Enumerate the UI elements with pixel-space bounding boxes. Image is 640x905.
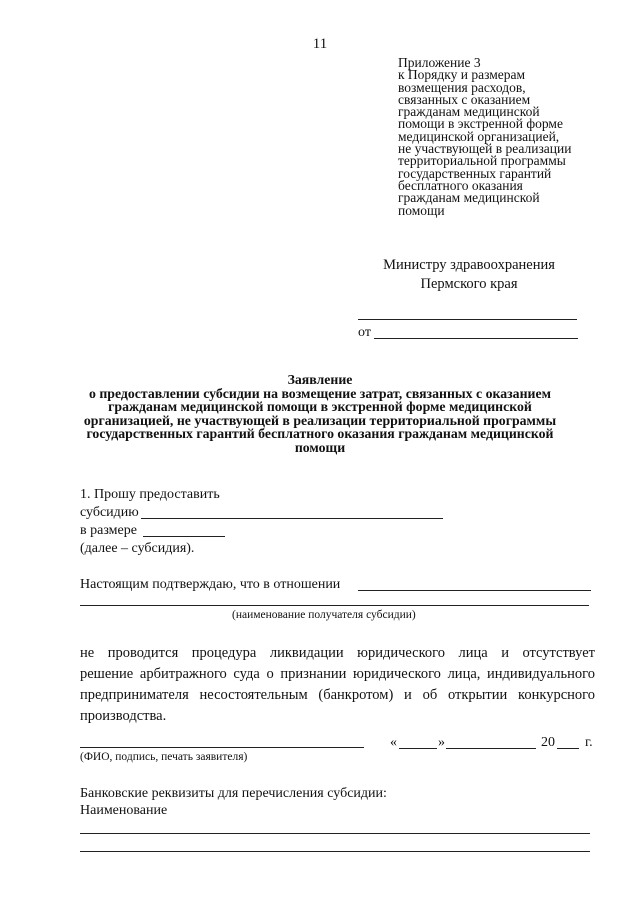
- paragraph-line: производства.: [80, 708, 167, 724]
- sender-line: [374, 338, 578, 339]
- appendix-line: к Порядку и размерам: [398, 67, 526, 83]
- document-title: [60, 373, 580, 454]
- from-label: от: [358, 325, 371, 340]
- appendix-line: Приложение 3: [398, 55, 481, 70]
- appendix-line: не участвующей в реализации: [398, 141, 572, 157]
- appendix-line: связанных с оказанием: [398, 91, 531, 107]
- title-line: государственных гарантий бесплатного оказания гражданам медицинской: [86, 426, 554, 441]
- appendix-line: медицинской организацией,: [398, 128, 560, 144]
- title-heading: Заявление: [287, 372, 353, 387]
- month-line: [446, 748, 536, 749]
- page-number: 11: [312, 36, 328, 52]
- bank-name-label: Наименование: [80, 803, 168, 818]
- addressee-title: Министру здравоохранения: [383, 257, 555, 273]
- signature-line: [80, 747, 364, 748]
- date-open-quote: «: [390, 735, 397, 750]
- appendix-line: территориальной программы: [398, 153, 566, 169]
- request-line: 1. Прошу предоставить: [80, 487, 220, 502]
- addressee-block: [340, 256, 598, 294]
- recipient-line-full: [80, 605, 589, 606]
- confirmation-paragraph: [80, 643, 595, 727]
- appendix-line: гражданам медицинской: [398, 104, 540, 120]
- paragraph-line: решение арбитражного суда о признании юридического лица, индивидуального: [80, 666, 595, 682]
- bank-line: [80, 851, 590, 852]
- title-line: помощи: [294, 439, 346, 455]
- appendix-line: бесплатного оказания: [398, 177, 523, 193]
- appendix-header: [398, 57, 571, 217]
- confirm-text: Настоящим подтверждаю, что в отношении: [80, 577, 341, 592]
- recipient-line: [358, 590, 591, 591]
- title-line: организацией, не участвующей в реализации территориальной программы: [83, 412, 557, 428]
- subsidy-line: [141, 518, 443, 519]
- paragraph-line: предпринимателя несостоятельным (банкротом) и об открытии конкурсного: [80, 687, 595, 703]
- year-line: [557, 748, 579, 749]
- date-close-quote: »: [438, 735, 445, 750]
- title-line: о предоставлении субсидии на возмещение затрат, связанных с оказанием: [89, 385, 551, 401]
- day-line: [399, 748, 437, 749]
- appendix-line: государственных гарантий: [398, 165, 552, 181]
- appendix-line: помощи в экстренной форме: [398, 116, 563, 132]
- year-suffix: г.: [585, 735, 593, 750]
- recipient-caption: (наименование получателя субсидии): [232, 609, 416, 621]
- signature-caption: (ФИО, подпись, печать заявителя): [80, 751, 248, 763]
- amount-line: [143, 536, 225, 537]
- subsidy-label: субсидию: [80, 505, 139, 520]
- appendix-line: гражданам медицинской: [398, 190, 540, 206]
- addressee-region: Пермского края: [420, 276, 518, 292]
- appendix-line: помощи: [398, 202, 445, 218]
- subsidy-note: (далее – субсидия).: [80, 541, 195, 556]
- year-prefix: 20: [541, 735, 555, 750]
- appendix-line: возмещения расходов,: [398, 79, 526, 95]
- bank-line: [80, 833, 590, 834]
- addressee-name-line: [358, 319, 577, 320]
- paragraph-line: не проводится процедура ликвидации юридического лица и отсутствует: [80, 645, 595, 661]
- bank-heading: Банковские реквизиты для перечисления субсидии:: [80, 786, 387, 801]
- amount-label: в размере: [80, 523, 137, 538]
- title-line: гражданам медицинской помощи в экстренной форме медицинской: [108, 399, 532, 414]
